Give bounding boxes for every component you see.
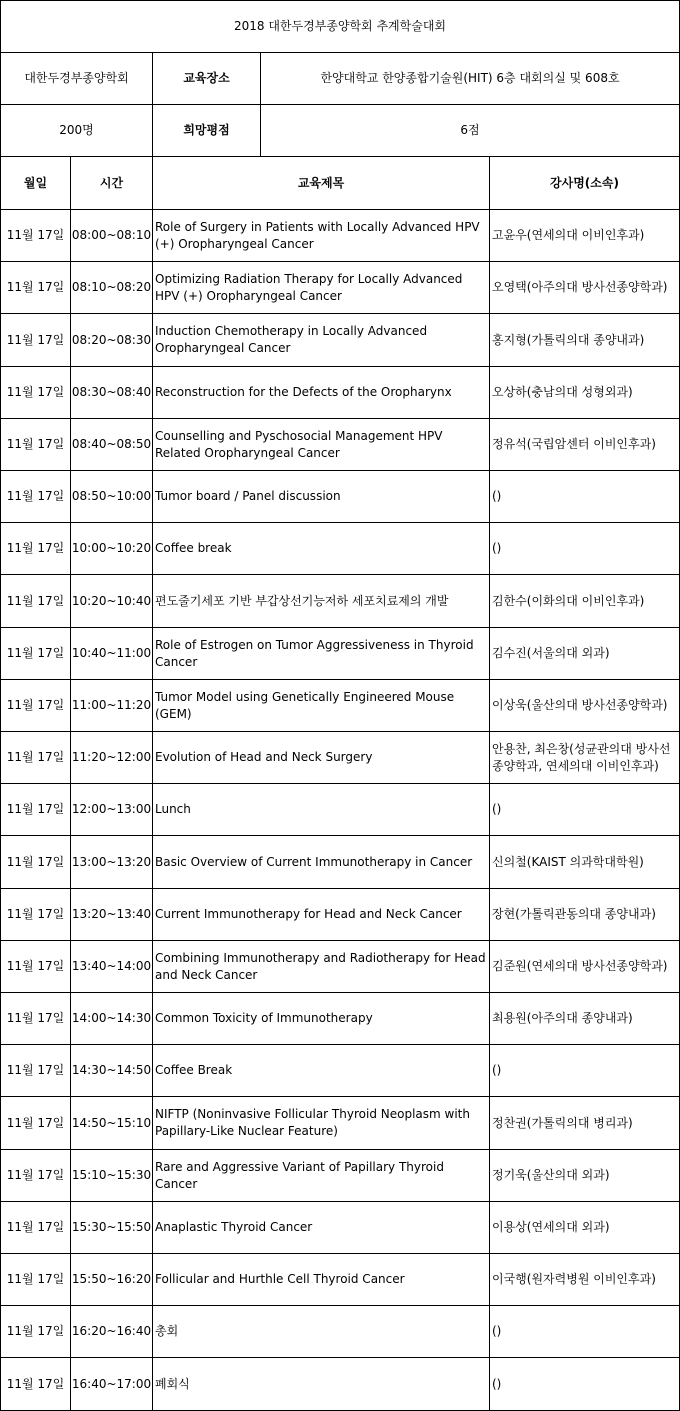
session-lecturer-cell	[490, 262, 680, 314]
session-lecturer: ()	[492, 1063, 502, 1077]
table-row	[0, 575, 680, 628]
session-date-cell	[0, 836, 71, 889]
session-title: Tumor board / Panel discussion	[155, 489, 341, 503]
session-title-cell	[153, 471, 490, 523]
session-time: 16:20~16:40	[71, 1324, 152, 1338]
session-date: 11월 17일	[6, 1168, 65, 1182]
session-lecturer-cell	[490, 367, 680, 419]
header-date: 월일	[23, 175, 48, 190]
table-row	[0, 471, 680, 523]
session-lecturer-cell	[490, 419, 680, 471]
session-lecturer: ()	[492, 1376, 502, 1391]
session-title-cell	[153, 1202, 490, 1254]
session-time-cell	[71, 1254, 153, 1306]
session-date: 11월 17일	[6, 698, 65, 712]
session-time: 10:40~11:00	[71, 646, 152, 660]
session-date-cell	[0, 993, 71, 1045]
session-lecturer: 이상욱(울산의대 방사선종양학과)	[492, 698, 668, 712]
session-title-cell	[153, 210, 490, 262]
header-date-cell	[0, 157, 71, 210]
session-lecturer-cell	[490, 1045, 680, 1097]
session-lecturer-cell	[490, 1306, 680, 1358]
header-row	[0, 157, 680, 210]
header-lecturer-cell	[490, 157, 680, 210]
table-row	[0, 262, 680, 314]
session-lecturer: 고윤우(연세의대 이비인후과)	[492, 228, 645, 242]
info-row-venue	[0, 53, 680, 105]
session-date: 11월 17일	[6, 959, 65, 973]
credit-label: 희망평점	[183, 123, 230, 137]
session-time-cell	[71, 889, 153, 941]
session-title: Follicular and Hurthle Cell Thyroid Cancer	[155, 1272, 405, 1286]
session-time: 13:00~13:20	[71, 854, 152, 869]
session-lecturer-cell	[490, 889, 680, 941]
session-time-cell	[71, 419, 153, 471]
session-lecturer-cell	[490, 680, 680, 732]
session-date: 11월 17일	[6, 437, 65, 451]
session-time: 14:00~14:30	[71, 1011, 152, 1025]
session-date-cell	[0, 732, 71, 784]
session-date: 11월 17일	[6, 228, 65, 242]
session-lecturer: ()	[492, 1324, 502, 1338]
session-date-cell	[0, 1306, 71, 1358]
session-time: 08:40~08:50	[71, 437, 152, 451]
session-title: Reconstruction for the Defects of the Oropharynx	[155, 385, 452, 399]
table-row	[0, 836, 680, 889]
session-time: 14:50~15:10	[71, 1115, 152, 1130]
session-time-cell	[71, 367, 153, 419]
session-date-cell	[0, 1150, 71, 1202]
session-time: 15:50~16:20	[71, 1272, 152, 1286]
session-date-cell	[0, 419, 71, 471]
credit-label-cell	[153, 105, 261, 157]
table-row	[0, 1150, 680, 1202]
session-date: 11월 17일	[6, 646, 65, 660]
session-title: Coffee Break	[155, 1063, 233, 1077]
session-time-cell	[71, 1202, 153, 1254]
session-title: Lunch	[155, 802, 191, 816]
session-time-cell	[71, 1097, 153, 1150]
session-time: 15:30~15:50	[71, 1220, 152, 1234]
session-date: 11월 17일	[6, 332, 65, 347]
session-title: Evolution of Head and Neck Surgery	[155, 750, 373, 764]
session-lecturer: 신의철(KAIST 의과학대학원)	[492, 854, 644, 869]
session-time-cell	[71, 1306, 153, 1358]
session-title: Basic Overview of Current Immunotherapy in Cancer	[155, 854, 473, 869]
session-lecturer: ()	[492, 541, 502, 555]
session-time-cell	[71, 784, 153, 836]
table-row	[0, 1045, 680, 1097]
credit-cell	[261, 105, 680, 157]
session-date-cell	[0, 628, 71, 680]
table-row	[0, 1097, 680, 1150]
header-time: 시간	[99, 175, 124, 190]
session-time-cell	[71, 941, 153, 993]
session-title-cell	[153, 784, 490, 836]
session-title-cell	[153, 1254, 490, 1306]
session-lecturer: 정찬권(가톨릭의대 병리과)	[492, 1115, 633, 1130]
session-lecturer-cell	[490, 628, 680, 680]
session-title-cell	[153, 1306, 490, 1358]
session-date-cell	[0, 1097, 71, 1150]
venue: 한양대학교 한양종합기술원(HIT) 6층 대회의실 및 608호	[320, 71, 620, 85]
session-time-cell	[71, 1358, 153, 1411]
session-time: 08:10~08:20	[71, 280, 152, 294]
session-title: Tumor Model using Genetically Engineered Mouse (GEM)	[155, 689, 455, 721]
organizer-cell	[0, 53, 153, 105]
session-time: 13:40~14:00	[71, 959, 152, 973]
session-time: 08:50~10:00	[71, 489, 152, 503]
session-lecturer-cell	[490, 784, 680, 836]
session-title-cell	[153, 836, 490, 889]
session-lecturer-cell	[490, 1097, 680, 1150]
session-date-cell	[0, 1045, 71, 1097]
session-title: 총회	[155, 1324, 179, 1338]
session-date: 11월 17일	[6, 1376, 65, 1391]
session-date-cell	[0, 1202, 71, 1254]
session-lecturer: 김수진(서울의대 외과)	[492, 646, 610, 660]
session-lecturer: 장현(가톨릭관동의대 종양내과)	[492, 907, 656, 921]
session-time-cell	[71, 993, 153, 1045]
table-row	[0, 889, 680, 941]
session-lecturer-cell	[490, 1150, 680, 1202]
attendance-cell	[0, 105, 153, 157]
session-title-cell	[153, 523, 490, 575]
session-date-cell	[0, 889, 71, 941]
session-title-cell	[153, 628, 490, 680]
session-time-cell	[71, 628, 153, 680]
table-row	[0, 732, 680, 784]
session-title-cell	[153, 419, 490, 471]
session-title-cell	[153, 1358, 490, 1411]
session-title-cell	[153, 993, 490, 1045]
session-lecturer-cell	[490, 941, 680, 993]
session-date-cell	[0, 471, 71, 523]
session-title-cell	[153, 889, 490, 941]
table-row	[0, 1306, 680, 1358]
session-time: 12:00~13:00	[71, 802, 152, 816]
table-row	[0, 523, 680, 575]
session-lecturer-cell	[490, 575, 680, 628]
session-time-cell	[71, 210, 153, 262]
session-time-cell	[71, 836, 153, 889]
session-time: 13:20~13:40	[71, 907, 152, 921]
session-lecturer-cell	[490, 1254, 680, 1306]
session-lecturer-cell	[490, 993, 680, 1045]
table-row	[0, 1202, 680, 1254]
title-cell	[0, 0, 680, 53]
table-row	[0, 680, 680, 732]
session-date-cell	[0, 1254, 71, 1306]
session-title: Role of Surgery in Patients with Locally Advanced HPV (+) Oropharyngeal Cancer	[155, 219, 480, 251]
session-title: 폐회식	[155, 1376, 190, 1391]
session-lecturer: 정유석(국립암센터 이비인후과)	[492, 437, 656, 451]
table-title: 2018 대한두경부종양학회 추계학술대회	[233, 19, 447, 33]
session-lecturer-cell	[490, 1202, 680, 1254]
info-row-credit	[0, 105, 680, 157]
session-title-cell	[153, 314, 490, 367]
session-title-cell	[153, 1150, 490, 1202]
session-lecturer: 홍지형(가톨릭의대 종양내과)	[492, 332, 645, 347]
venue-label: 교육장소	[183, 71, 230, 85]
session-time: 15:10~15:30	[71, 1168, 152, 1182]
session-date: 11월 17일	[6, 1220, 65, 1234]
header-time-cell	[71, 157, 153, 210]
session-time-cell	[71, 1045, 153, 1097]
session-date-cell	[0, 784, 71, 836]
attendance: 200명	[59, 123, 94, 137]
session-date: 11월 17일	[6, 489, 65, 503]
session-lecturer: ()	[492, 489, 502, 503]
session-date: 11월 17일	[6, 1063, 65, 1077]
session-time: 08:20~08:30	[71, 332, 152, 347]
session-date: 11월 17일	[6, 802, 65, 816]
session-lecturer: 김준원(연세의대 방사선종양학과)	[492, 959, 668, 973]
session-lecturer-cell	[490, 732, 680, 784]
session-date-cell	[0, 367, 71, 419]
session-date: 11월 17일	[6, 593, 65, 608]
table-row	[0, 628, 680, 680]
table-row	[0, 210, 680, 262]
session-time: 10:00~10:20	[71, 541, 152, 555]
session-date: 11월 17일	[6, 280, 65, 294]
session-time-cell	[71, 732, 153, 784]
session-time-cell	[71, 575, 153, 628]
session-lecturer: 이용상(연세의대 외과)	[492, 1220, 610, 1234]
session-time-cell	[71, 523, 153, 575]
session-title-cell	[153, 1045, 490, 1097]
session-title: 편도줄기세포 기반 부갑상선기능저하 세포치료제의 개발	[155, 593, 449, 608]
session-time-cell	[71, 262, 153, 314]
table-row	[0, 1254, 680, 1306]
session-lecturer: 오상하(충남의대 성형외과)	[492, 385, 633, 399]
session-time-cell	[71, 1150, 153, 1202]
session-date: 11월 17일	[6, 907, 65, 921]
session-lecturer-cell	[490, 836, 680, 889]
session-date-cell	[0, 1358, 71, 1411]
session-lecturer-cell	[490, 210, 680, 262]
session-title-cell	[153, 1097, 490, 1150]
session-date: 11월 17일	[6, 541, 65, 555]
session-time: 14:30~14:50	[71, 1063, 152, 1077]
session-title: Induction Chemotherapy in Locally Advanced Oropharyngeal Cancer	[155, 324, 428, 355]
title-row	[0, 0, 680, 53]
session-title: Combining Immunotherapy and Radiotherapy for Head and Neck Cancer	[155, 950, 486, 982]
session-date-cell	[0, 210, 71, 262]
session-time: 16:40~17:00	[71, 1376, 152, 1391]
table-row	[0, 419, 680, 471]
session-date: 11월 17일	[6, 1011, 65, 1025]
session-lecturer: 오영택(아주의대 방사선종양학과)	[492, 280, 668, 294]
session-title: Optimizing Radiation Therapy for Locally Advanced HPV (+) Oropharyngeal Cancer	[155, 271, 463, 303]
session-lecturer-cell	[490, 314, 680, 367]
session-time-cell	[71, 314, 153, 367]
table-row	[0, 784, 680, 836]
session-title-cell	[153, 367, 490, 419]
session-title: Coffee break	[155, 541, 232, 555]
session-time: 10:20~10:40	[71, 593, 152, 608]
session-lecturer: ()	[492, 802, 502, 816]
session-title: Counselling and Pyschosocial Management HPV Related Oropharyngeal Cancer	[155, 428, 443, 460]
session-date-cell	[0, 262, 71, 314]
session-date-cell	[0, 575, 71, 628]
session-time: 08:00~08:10	[71, 228, 152, 242]
session-lecturer: 정기욱(울산의대 외과)	[492, 1168, 610, 1182]
session-lecturer-cell	[490, 471, 680, 523]
session-title-cell	[153, 732, 490, 784]
session-title: Rare and Aggressive Variant of Papillary Thyroid Cancer	[155, 1159, 444, 1191]
header-title-cell	[153, 157, 490, 210]
session-time-cell	[71, 680, 153, 732]
venue-cell	[261, 53, 680, 105]
session-date-cell	[0, 523, 71, 575]
session-date: 11월 17일	[6, 750, 65, 764]
session-lecturer: 이국행(원자력병원 이비인후과)	[492, 1272, 656, 1286]
table-row	[0, 314, 680, 367]
session-date: 11월 17일	[6, 1115, 65, 1130]
session-lecturer: 최용원(아주의대 종양내과)	[492, 1011, 633, 1025]
session-date: 11월 17일	[6, 385, 65, 399]
session-lecturer-cell	[490, 523, 680, 575]
session-lecturer-cell	[490, 1358, 680, 1411]
session-title: Anaplastic Thyroid Cancer	[155, 1220, 313, 1234]
session-title-cell	[153, 262, 490, 314]
session-date-cell	[0, 680, 71, 732]
session-title: Role of Estrogen on Tumor Aggressiveness in Thyroid Cancer	[155, 637, 474, 669]
session-time: 11:20~12:00	[71, 750, 152, 764]
session-lecturer: 안용찬, 최은창(성균관의대 방사선종양학과, 연세의대 이비인후과)	[492, 741, 671, 773]
session-time: 11:00~11:20	[71, 698, 152, 712]
session-lecturer: 김한수(이화의대 이비인후과)	[492, 593, 645, 608]
session-title-cell	[153, 575, 490, 628]
session-time-cell	[71, 471, 153, 523]
session-title: NIFTP (Noninvasive Follicular Thyroid Neoplasm with Papillary-Like Nuclear Feature)	[155, 1107, 470, 1138]
header-lecturer: 강사명(소속)	[550, 175, 619, 190]
session-title: Current Immunotherapy for Head and Neck Cancer	[155, 907, 462, 921]
session-date: 11월 17일	[6, 1324, 65, 1338]
venue-label-cell	[153, 53, 261, 105]
credit: 6점	[460, 123, 480, 137]
session-time: 08:30~08:40	[71, 385, 152, 399]
session-date: 11월 17일	[6, 854, 65, 869]
session-date-cell	[0, 314, 71, 367]
table-row	[0, 367, 680, 419]
session-date-cell	[0, 941, 71, 993]
session-title-cell	[153, 941, 490, 993]
table-row	[0, 993, 680, 1045]
session-title: Common Toxicity of Immunotherapy	[155, 1011, 373, 1025]
table-row	[0, 1358, 680, 1411]
organizer: 대한두경부종양학회	[24, 71, 129, 85]
header-title: 교육제목	[297, 175, 345, 190]
session-date: 11월 17일	[6, 1272, 65, 1286]
session-title-cell	[153, 680, 490, 732]
table-row	[0, 941, 680, 993]
